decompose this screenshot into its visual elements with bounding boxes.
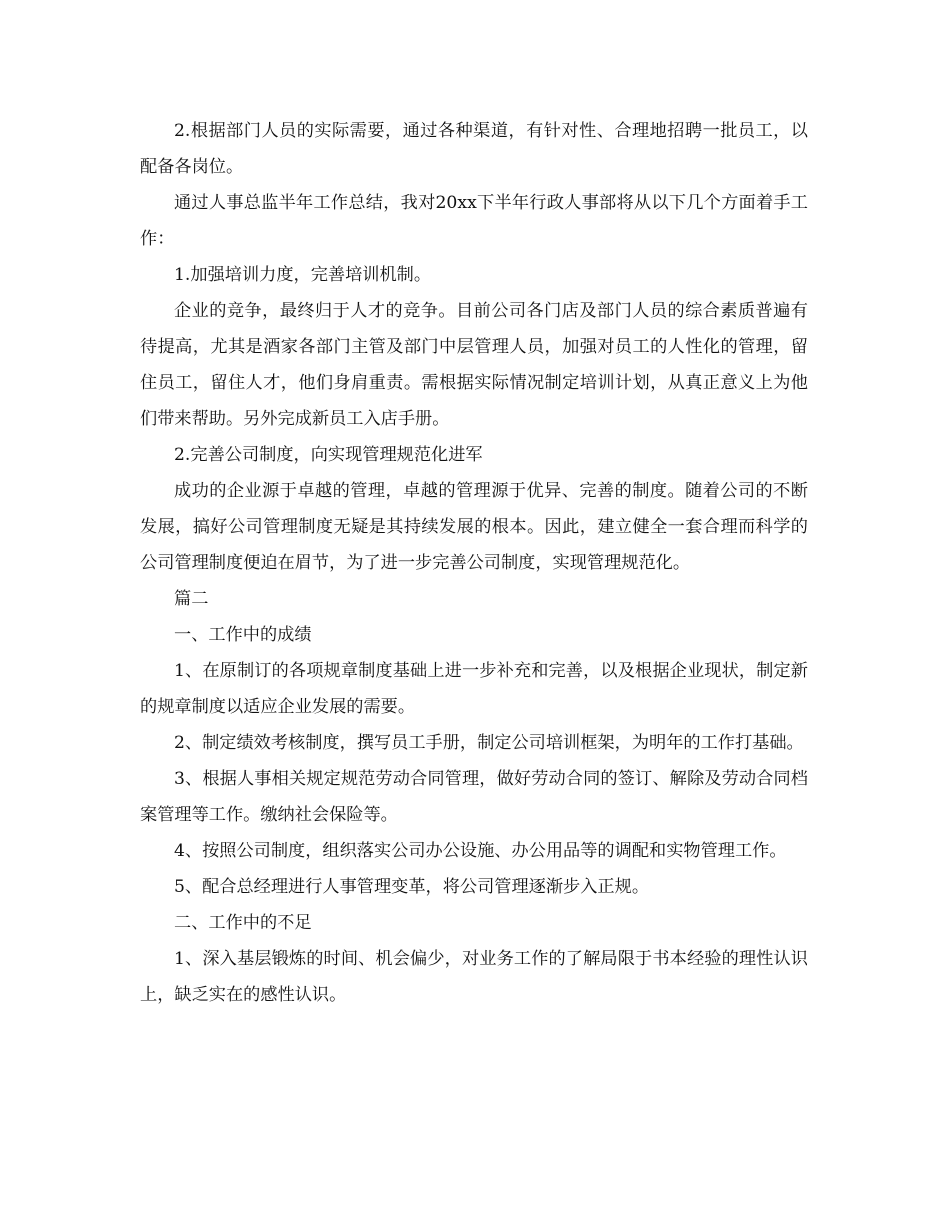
paragraph: 通过人事总监半年工作总结，我对20xx下半年行政人事部将从以下几个方面着手工作： [140, 193, 808, 249]
section-heading: 二、工作中的不足 [174, 913, 312, 933]
paragraph: 5、配合总经理进行人事管理变革，将公司管理逐渐步入正规。 [174, 877, 650, 897]
paragraph: 4、按照公司制度，组织落实公司办公设施、办公用品等的调配和实物管理工作。 [174, 841, 787, 861]
document-page [140, 113, 808, 1013]
paragraph: 3、根据人事相关规定规范劳动合同管理，做好劳动合同的签订、解除及劳动合同档案管理等工作。缴纳社会保险等。 [140, 769, 808, 825]
paragraph: 1、深入基层锻炼的时间、机会偏少，对业务工作的了解局限于书本经验的理性认识上，缺乏实在的感性认识。 [140, 949, 808, 1005]
section-heading: 一、工作中的成绩 [174, 625, 312, 645]
section-heading: 篇二 [174, 589, 209, 609]
paragraph: 2、制定绩效考核制度，撰写员工手册，制定公司培训框架，为明年的工作打基础。 [174, 733, 804, 753]
paragraph: 2.根据部门人员的实际需要，通过各种渠道，有针对性、合理地招聘一批员工，以配备各岗位。 [140, 121, 808, 177]
paragraph: 1.加强培训力度，完善培训机制。 [174, 265, 432, 285]
paragraph: 1、在原制订的各项规章制度基础上进一步补充和完善，以及根据企业现状，制定新的规章制度以适应企业发展的需要。 [140, 661, 808, 717]
paragraph: 成功的企业源于卓越的管理，卓越的管理源于优异、完善的制度。随着公司的不断发展，搞好公司管理制度无疑是其持续发展的根本。因此，建立健全一套合理而科学的公司管理制度便迫在眉节，为了进一步完善公司制度，实现管理规范化。 [140, 481, 808, 573]
paragraph: 2.完善公司制度，向实现管理规范化进军 [174, 445, 483, 465]
paragraph: 企业的竞争，最终归于人才的竞争。目前公司各门店及部门人员的综合素质普遍有待提高，尤其是酒家各部门主管及部门中层管理人员，加强对员工的人性化的管理，留住员工，留住人才，他们身肩重责。需根据实际情况制定培训计划，从真正意义上为他们带来帮助。另外完成新员工入店手册。 [140, 301, 808, 429]
